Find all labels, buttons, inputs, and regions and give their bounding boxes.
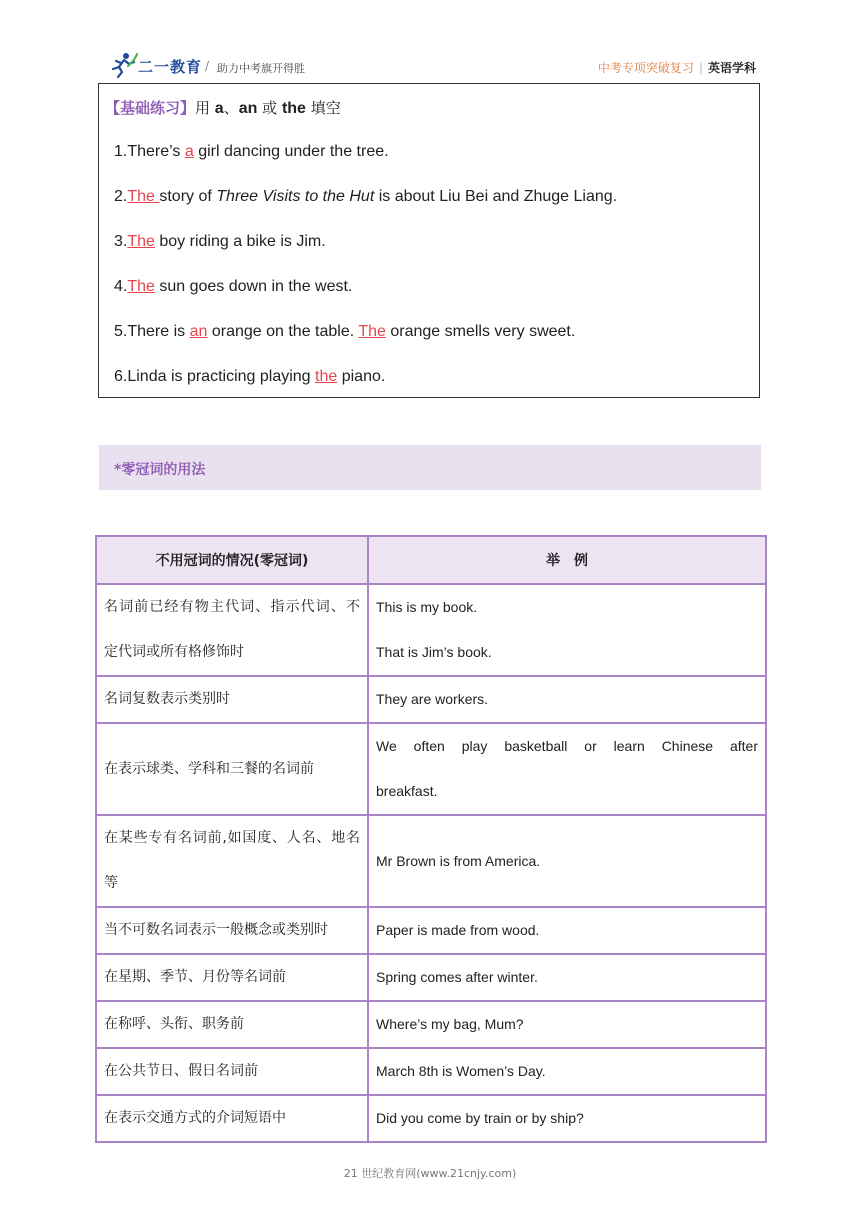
example-cell	[368, 584, 766, 676]
header-right	[598, 59, 756, 76]
header-separator: |	[698, 61, 703, 75]
answer-blank: a	[184, 143, 194, 160]
example-cell	[368, 723, 766, 815]
instruction-prefix: 用	[195, 99, 215, 117]
answer-blank: an	[189, 323, 208, 340]
instruction-word-the: the	[281, 100, 306, 117]
question-2	[114, 188, 617, 206]
instruction-sep: 、	[223, 99, 239, 117]
condition-cell: 在表示交通方式的介词短语中	[96, 1095, 368, 1142]
answer-blank: The	[127, 188, 160, 205]
instruction-mid: 或	[257, 99, 282, 117]
example-cell: March 8th is Women’s Day.	[368, 1048, 766, 1095]
section-title: *零冠词的用法	[114, 462, 206, 478]
answer-blank: The	[127, 233, 155, 250]
question-text: 3.	[114, 233, 128, 250]
example-cell: Mr Brown is from America.	[368, 815, 766, 907]
example-cell: Where’s my bag, Mum?	[368, 1001, 766, 1048]
condition-cell: 在称呼、头衔、职务前	[96, 1001, 368, 1048]
question-3	[114, 233, 326, 251]
condition-line: 定代词或所有格修饰时	[104, 644, 244, 660]
condition-cell	[96, 584, 368, 676]
question-text: story of	[159, 188, 217, 205]
table-row	[96, 815, 766, 907]
header-condition: 不用冠词的情况(零冠词)	[96, 536, 368, 584]
question-5	[114, 323, 575, 341]
table-row	[96, 723, 766, 815]
condition-cell	[96, 815, 368, 907]
table-row	[96, 907, 766, 954]
example-cell: Did you come by train or by ship?	[368, 1095, 766, 1142]
instruction-word-a: a	[214, 100, 224, 117]
section-band	[99, 445, 761, 490]
header-divider: /	[205, 59, 210, 73]
exercise-title	[105, 97, 341, 118]
condition-line: 等	[104, 875, 118, 891]
question-text: 5.There is	[114, 323, 190, 340]
page-header	[108, 52, 756, 80]
condition-line: 名词前已经有物主代词、指示代词、不	[104, 599, 360, 615]
table-row	[96, 584, 766, 676]
series-label: 中考专项突破复习	[597, 61, 694, 75]
table-row	[96, 954, 766, 1001]
question-text: is about Liu Bei and Zhuge Liang.	[374, 188, 618, 205]
question-text: orange smells very sweet.	[385, 323, 576, 340]
question-1	[114, 143, 389, 161]
table-row	[96, 1001, 766, 1048]
answer-blank-2: The	[358, 323, 386, 340]
question-text: piano.	[337, 368, 386, 385]
header-example: 举 例	[368, 536, 766, 584]
condition-cell: 在星期、季节、月份等名词前	[96, 954, 368, 1001]
condition-cell: 名词复数表示类别时	[96, 676, 368, 723]
book-title: Three Visits to the Hut	[216, 188, 375, 205]
question-4	[114, 278, 352, 296]
question-text: 2.	[114, 188, 128, 205]
header-slogan: 助力中考旗开得胜	[217, 62, 305, 75]
page-footer: 21 世纪教育网(www.21cnjy.com)	[343, 1167, 517, 1180]
exercise-label: 【基础练习】	[105, 99, 196, 117]
table-header-row	[96, 536, 766, 584]
example-cell: Paper is made from wood.	[368, 907, 766, 954]
question-text: 4.	[114, 278, 128, 295]
question-text: girl dancing under the tree.	[193, 143, 389, 160]
exercise-box	[98, 83, 760, 398]
instruction-word-an: an	[238, 100, 258, 117]
table-row	[96, 1095, 766, 1142]
question-text: boy riding a bike is Jim.	[154, 233, 326, 250]
answer-blank: The	[127, 278, 155, 295]
condition-cell: 在表示球类、学科和三餐的名词前	[96, 723, 368, 815]
logo-text: 二一教育	[138, 58, 203, 76]
condition-line: 在某些专有名词前,如国度、人名、地名	[104, 830, 360, 846]
example-cell: Spring comes after winter.	[368, 954, 766, 1001]
question-6	[114, 368, 385, 386]
example-line: We often play basketball or learn Chinese after	[376, 738, 758, 754]
table-row	[96, 676, 766, 723]
subject-label: 英语学科	[707, 61, 756, 75]
table-row	[96, 1048, 766, 1095]
example-cell: They are workers.	[368, 676, 766, 723]
question-text: 6.Linda is practicing playing	[114, 368, 316, 385]
condition-cell: 当不可数名词表示一般概念或类别时	[96, 907, 368, 954]
example-line: breakfast.	[376, 783, 438, 799]
condition-cell: 在公共节日、假日名词前	[96, 1048, 368, 1095]
question-text: orange on the table.	[207, 323, 359, 340]
question-text: sun goes down in the west.	[154, 278, 353, 295]
question-text: 1.There’s	[114, 143, 185, 160]
answer-blank: the	[315, 368, 338, 385]
zero-article-table	[95, 535, 767, 1143]
instruction-suffix: 填空	[305, 99, 341, 117]
example-line: This is my book.	[376, 599, 478, 615]
runner-logo-icon	[108, 52, 138, 78]
example-line: That is Jim’s book.	[376, 644, 492, 660]
